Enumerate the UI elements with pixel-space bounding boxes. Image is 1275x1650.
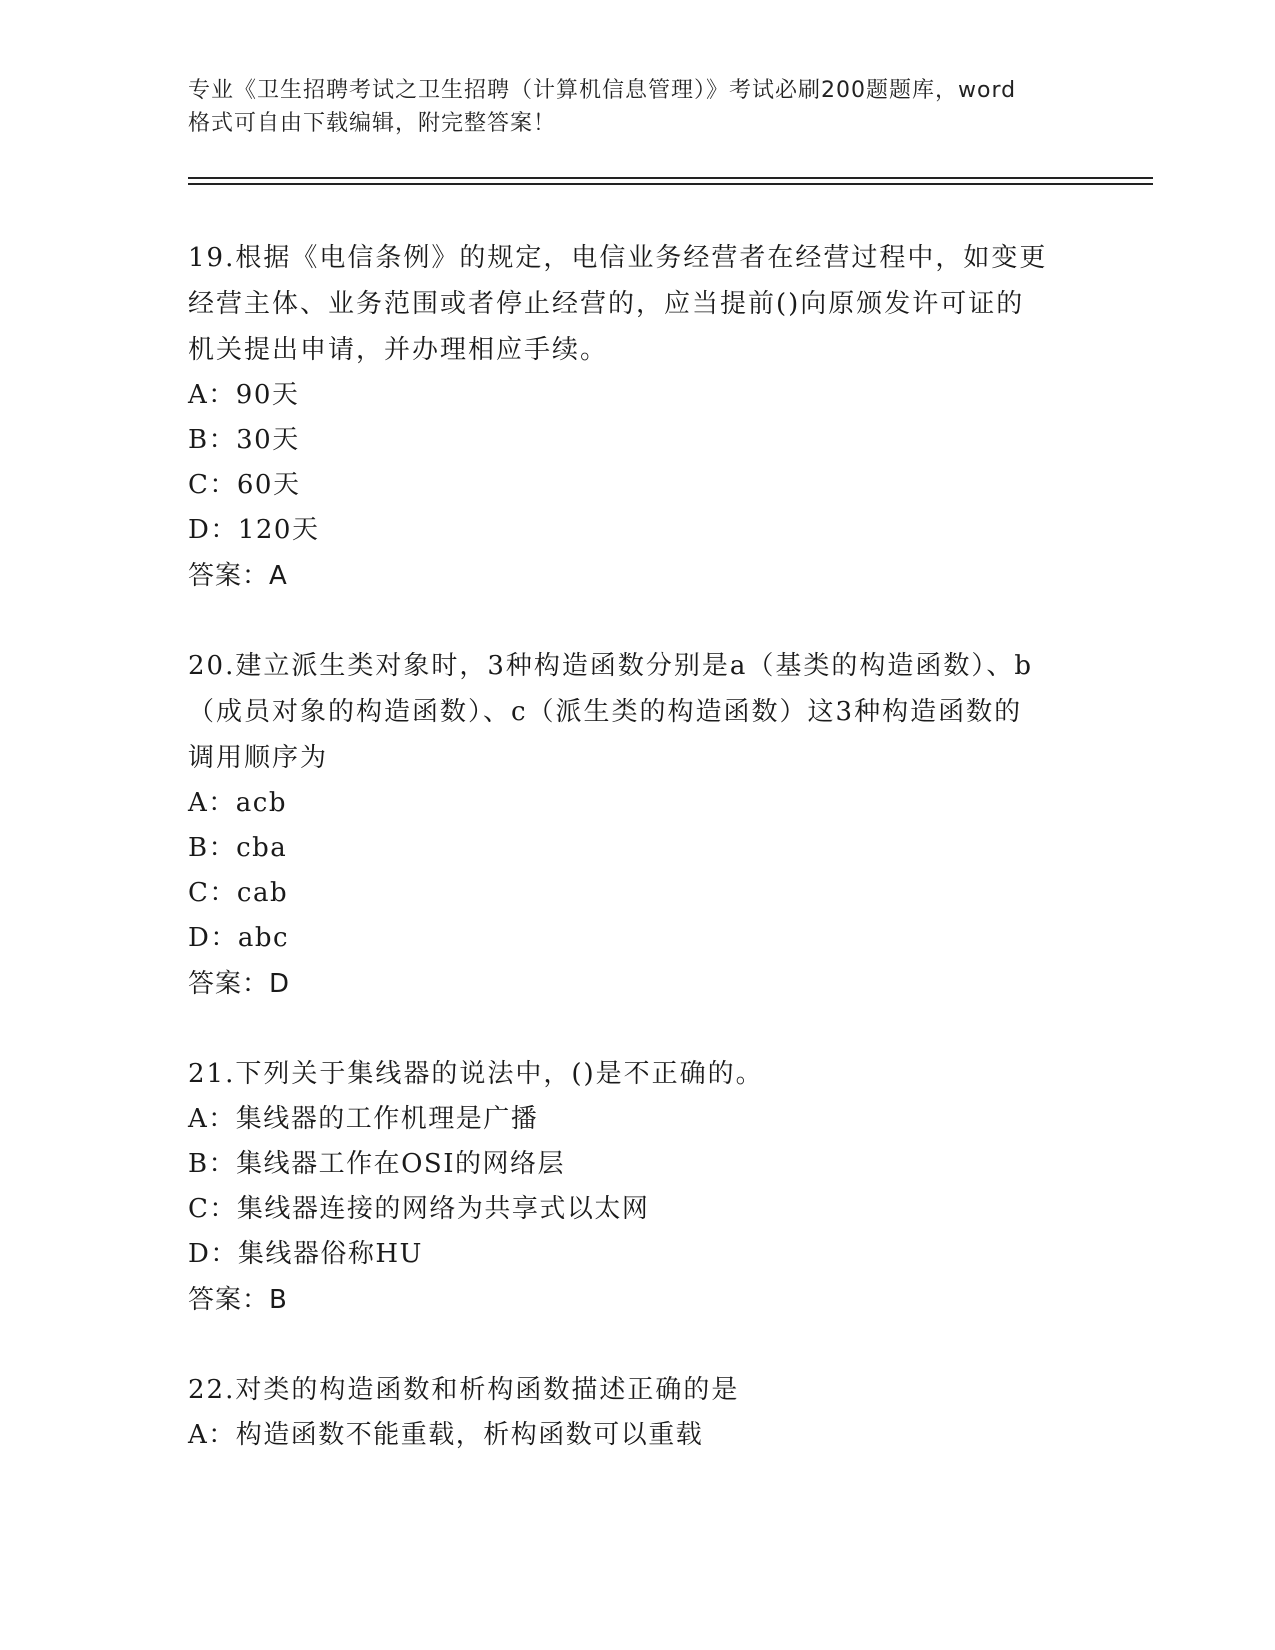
question-20: [188, 643, 1088, 1007]
answer-line: 答案：D: [188, 969, 291, 999]
option-d: D：集线器俗称HU: [188, 1239, 423, 1269]
option-d: D：120天: [188, 515, 320, 545]
option-b: B：30天: [188, 425, 300, 455]
question-stem-line: 19.根据《电信条例》的规定，电信业务经营者在经营过程中，如变更: [188, 243, 1048, 273]
question-stem-line: 调用顺序为: [188, 743, 329, 773]
header-rule-bottom: [188, 183, 1153, 185]
question-21: [188, 1051, 1088, 1323]
question-stem-line: 21.下列关于集线器的说法中，()是不正确的。: [188, 1059, 764, 1089]
answer-line: 答案：B: [188, 1285, 288, 1315]
answer-line: 答案：A: [188, 561, 288, 591]
option-a: A：90天: [188, 380, 300, 410]
option-a: A：集线器的工作机理是广播: [188, 1104, 539, 1134]
question-stem-line: （成员对象的构造函数）、c（派生类的构造函数）这3种构造函数的: [188, 697, 1023, 727]
option-c: C：cab: [188, 878, 289, 908]
option-d: D：abc: [188, 923, 290, 953]
option-a: A：构造函数不能重载，析构函数可以重载: [188, 1420, 704, 1450]
header-line-1: 专业《卫生招聘考试之卫生招聘（计算机信息管理）》考试必刷200题题库，word: [188, 78, 1017, 103]
option-c: C：60天: [188, 470, 301, 500]
question-stem-line: 机关提出申请，并办理相应手续。: [188, 335, 609, 365]
header-rule-top: [188, 177, 1153, 179]
option-a: A：acb: [188, 788, 287, 818]
option-b: B：集线器工作在OSI的网络层: [188, 1149, 566, 1179]
header-line-2: 格式可自由下载编辑，附完整答案！: [188, 111, 557, 136]
question-stem-line: 经营主体、业务范围或者停止经营的，应当提前()向原颁发许可证的: [188, 289, 1025, 319]
question-19: [188, 235, 1088, 599]
option-b: B：cba: [188, 833, 288, 863]
document-header: [188, 74, 1088, 140]
question-22: [188, 1367, 1088, 1458]
question-list: [188, 235, 1088, 1502]
option-c: C：集线器连接的网络为共享式以太网: [188, 1194, 650, 1224]
question-stem-line: 20.建立派生类对象时，3种构造函数分别是a（基类的构造函数）、b: [188, 651, 1034, 681]
question-stem-line: 22.对类的构造函数和析构函数描述正确的是: [188, 1375, 740, 1405]
